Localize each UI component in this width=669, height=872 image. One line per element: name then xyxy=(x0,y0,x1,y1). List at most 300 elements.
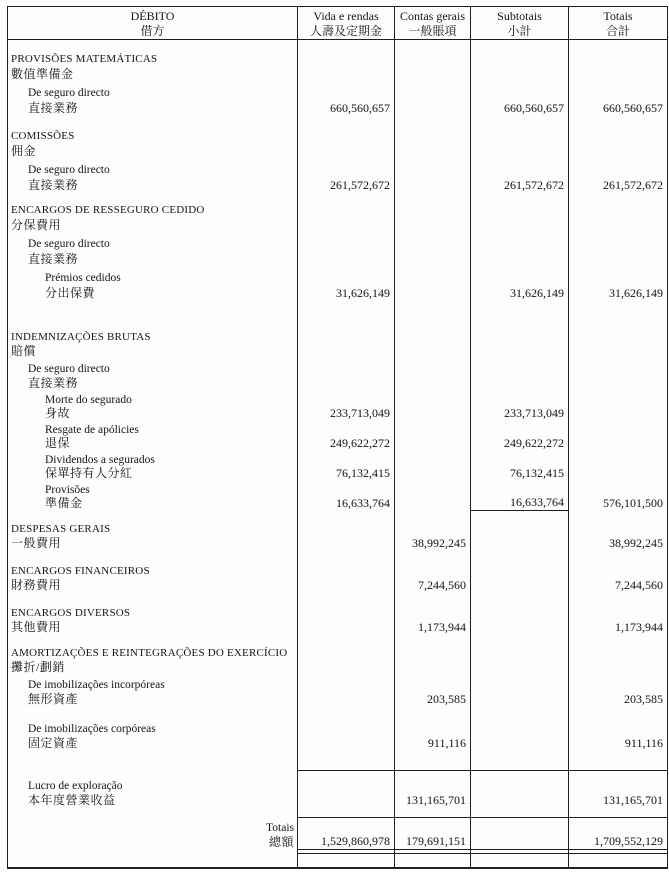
cell-vida-e-rendas xyxy=(297,48,394,65)
cell-subtotais xyxy=(470,561,568,577)
cell-vida-e-rendas xyxy=(297,719,394,735)
cell-totais xyxy=(568,327,667,343)
cell-contas-gerais xyxy=(394,159,470,176)
cell-contas-gerais: 911,116 xyxy=(394,735,470,751)
header-totais xyxy=(568,7,667,39)
row-label: 身故 xyxy=(45,406,71,420)
cell-vida-e-rendas: 660,560,657 xyxy=(297,99,394,116)
cell-totais: 261,572,672 xyxy=(568,176,667,193)
cell-contas-gerais xyxy=(394,511,470,519)
cell-contas-gerais: 179,691,151 xyxy=(394,834,470,850)
cell-contas-gerais xyxy=(394,643,470,659)
cell-totais xyxy=(568,643,667,659)
row-label xyxy=(8,808,297,818)
cell-subtotais xyxy=(470,375,568,391)
cell-contas-gerais xyxy=(394,125,470,142)
cell-contas-gerais xyxy=(394,250,470,267)
row-label: 數值準備金 xyxy=(11,67,74,81)
spacer-row xyxy=(8,301,667,327)
cell-totais xyxy=(568,808,667,818)
cell-subtotais xyxy=(470,735,568,751)
table-row xyxy=(8,199,667,216)
table-row xyxy=(8,561,667,577)
cell-totais xyxy=(568,635,667,643)
cell-vida-e-rendas xyxy=(297,735,394,751)
cell-subtotais xyxy=(470,511,568,519)
cell-subtotais: 660,560,657 xyxy=(470,99,568,116)
table-row xyxy=(8,421,667,436)
table-row xyxy=(8,818,667,834)
row-label: Morte do segurado xyxy=(45,394,132,406)
row-label xyxy=(8,40,297,48)
cell-vida-e-rendas xyxy=(297,421,394,436)
row-label: 保單持有人分紅 xyxy=(45,466,133,480)
cell-subtotais xyxy=(470,792,568,808)
cell-contas-gerais xyxy=(394,267,470,284)
row-label: DESPESAS GERAIS xyxy=(11,523,111,535)
row-label: 財務費用 xyxy=(11,578,62,592)
row-label: De imobilizações incorpóreas xyxy=(28,679,165,691)
cell-contas-gerais xyxy=(394,751,470,771)
spacer-row xyxy=(8,854,667,867)
cell-totais xyxy=(568,116,667,125)
table-row xyxy=(8,48,667,65)
cell-totais xyxy=(568,719,667,735)
table-row xyxy=(8,619,667,635)
cell-subtotais xyxy=(470,603,568,619)
cell-contas-gerais xyxy=(394,808,470,818)
cell-subtotais xyxy=(470,719,568,735)
table-row xyxy=(8,142,667,159)
table-row xyxy=(8,216,667,233)
cell-vida-e-rendas xyxy=(297,301,394,327)
row-label: Provisões xyxy=(45,484,90,496)
cell-totais xyxy=(568,511,667,519)
cell-totais xyxy=(568,481,667,496)
cell-subtotais xyxy=(470,40,568,48)
row-label: Resgate de apólicies xyxy=(45,424,139,436)
cell-contas-gerais xyxy=(394,116,470,125)
cell-vida-e-rendas xyxy=(297,854,394,867)
cell-subtotais xyxy=(470,854,568,867)
row-label: 攤折/劃銷 xyxy=(11,660,65,674)
cell-vida-e-rendas xyxy=(297,451,394,466)
cell-subtotais xyxy=(470,707,568,719)
cell-vida-e-rendas xyxy=(297,659,394,675)
cell-contas-gerais: 203,585 xyxy=(394,691,470,707)
table-row xyxy=(8,481,667,496)
table-row xyxy=(8,719,667,735)
table-row xyxy=(8,327,667,343)
table-row xyxy=(8,343,667,359)
cell-totais: 203,585 xyxy=(568,691,667,707)
table-row xyxy=(8,250,667,267)
cell-contas-gerais xyxy=(394,675,470,691)
cell-totais xyxy=(568,343,667,359)
cell-contas-gerais xyxy=(394,854,470,867)
cell-subtotais xyxy=(470,751,568,771)
header-vida-e-rendas xyxy=(297,7,394,39)
cell-subtotais xyxy=(470,65,568,82)
cell-subtotais xyxy=(470,659,568,675)
table-row xyxy=(8,496,667,511)
cell-vida-e-rendas xyxy=(297,808,394,818)
cell-vida-e-rendas xyxy=(297,643,394,659)
row-label: 總額 xyxy=(268,835,294,849)
cell-subtotais xyxy=(470,327,568,343)
table-row xyxy=(8,233,667,250)
cell-totais xyxy=(568,142,667,159)
table-row xyxy=(8,125,667,142)
table-row xyxy=(8,436,667,451)
cell-totais xyxy=(568,359,667,375)
cell-totais xyxy=(568,707,667,719)
cell-subtotais xyxy=(470,593,568,603)
cell-subtotais xyxy=(470,301,568,327)
cell-totais xyxy=(568,301,667,327)
cell-totais xyxy=(568,519,667,535)
cell-contas-gerais xyxy=(394,359,470,375)
cell-contas-gerais xyxy=(394,818,470,834)
cell-subtotais xyxy=(470,808,568,818)
cell-vida-e-rendas xyxy=(297,343,394,359)
cell-vida-e-rendas xyxy=(297,327,394,343)
cell-subtotais xyxy=(470,834,568,850)
cell-vida-e-rendas xyxy=(297,481,394,496)
cell-subtotais xyxy=(470,691,568,707)
header-subtotais-pt: Subtotais xyxy=(497,9,542,23)
spacer-row xyxy=(8,511,667,519)
table-row xyxy=(8,99,667,116)
spacer-row xyxy=(8,593,667,603)
cell-contas-gerais xyxy=(394,707,470,719)
cell-vida-e-rendas xyxy=(297,142,394,159)
cell-subtotais xyxy=(470,216,568,233)
cell-subtotais xyxy=(470,159,568,176)
cell-vida-e-rendas xyxy=(297,619,394,635)
table-row xyxy=(8,776,667,792)
cell-vida-e-rendas xyxy=(297,551,394,561)
row-label: De seguro directo xyxy=(28,164,110,176)
header-contas-zh: 一般賬項 xyxy=(408,24,457,38)
row-label: INDEMNIZAÇÕES BRUTAS xyxy=(11,331,151,343)
cell-subtotais xyxy=(470,233,568,250)
cell-vida-e-rendas xyxy=(297,675,394,691)
table-header xyxy=(8,7,667,40)
cell-contas-gerais xyxy=(394,284,470,301)
cell-vida-e-rendas xyxy=(297,603,394,619)
cell-vida-e-rendas xyxy=(297,159,394,176)
cell-totais xyxy=(568,375,667,391)
cell-subtotais xyxy=(470,481,568,496)
row-label: 直接業務 xyxy=(28,376,79,390)
cell-totais: 7,244,560 xyxy=(568,577,667,593)
cell-subtotais xyxy=(470,675,568,691)
cell-contas-gerais xyxy=(394,593,470,603)
cell-contas-gerais xyxy=(394,466,470,481)
row-label: ENCARGOS DIVERSOS xyxy=(11,607,131,619)
row-label: 直接業務 xyxy=(28,101,79,115)
table-row xyxy=(8,675,667,691)
cell-contas-gerais xyxy=(394,421,470,436)
cell-contas-gerais xyxy=(394,375,470,391)
table-row xyxy=(8,834,667,850)
cell-vida-e-rendas xyxy=(297,199,394,216)
cell-subtotais xyxy=(470,619,568,635)
cell-vida-e-rendas xyxy=(297,267,394,284)
row-label: 分出保費 xyxy=(45,286,96,300)
cell-totais xyxy=(568,659,667,675)
cell-contas-gerais xyxy=(394,82,470,99)
cell-totais: 1,173,944 xyxy=(568,619,667,635)
row-label: 準備金 xyxy=(45,496,83,510)
spacer-row xyxy=(8,707,667,719)
cell-totais xyxy=(568,267,667,284)
cell-subtotais xyxy=(470,359,568,375)
cell-totais xyxy=(568,250,667,267)
cell-vida-e-rendas: 261,572,672 xyxy=(297,176,394,193)
cell-contas-gerais xyxy=(394,436,470,451)
cell-contas-gerais xyxy=(394,233,470,250)
row-label: 退保 xyxy=(45,436,71,450)
cell-contas-gerais xyxy=(394,719,470,735)
cell-vida-e-rendas xyxy=(297,250,394,267)
table-row xyxy=(8,159,667,176)
cell-contas-gerais xyxy=(394,659,470,675)
cell-contas-gerais xyxy=(394,481,470,496)
cell-contas-gerais xyxy=(394,99,470,116)
cell-vida-e-rendas xyxy=(297,691,394,707)
cell-subtotais xyxy=(470,267,568,284)
cell-vida-e-rendas: 249,622,272 xyxy=(297,436,394,451)
spacer-row xyxy=(8,808,667,818)
cell-subtotais xyxy=(470,125,568,142)
cell-subtotais: 261,572,672 xyxy=(470,176,568,193)
cell-totais xyxy=(568,40,667,48)
row-label: 賠償 xyxy=(11,344,37,358)
row-label xyxy=(8,116,297,125)
table-row xyxy=(8,577,667,593)
cell-contas-gerais xyxy=(394,635,470,643)
cell-subtotais xyxy=(470,551,568,561)
cell-subtotais: 76,132,415 xyxy=(470,466,568,481)
header-totais-pt: Totais xyxy=(603,9,633,23)
cell-subtotais xyxy=(470,635,568,643)
spacer-row xyxy=(8,40,667,48)
row-label: 直接業務 xyxy=(28,178,79,192)
cell-vida-e-rendas: 1,529,860,978 xyxy=(297,834,394,850)
table-row xyxy=(8,451,667,466)
table-row xyxy=(8,659,667,675)
cell-vida-e-rendas xyxy=(297,125,394,142)
cell-totais xyxy=(568,421,667,436)
cell-totais xyxy=(568,818,667,834)
table-row xyxy=(8,359,667,375)
cell-contas-gerais xyxy=(394,48,470,65)
cell-vida-e-rendas xyxy=(297,535,394,551)
cell-contas-gerais xyxy=(394,343,470,359)
cell-vida-e-rendas xyxy=(297,391,394,406)
table-body xyxy=(8,40,667,867)
cell-contas-gerais xyxy=(394,216,470,233)
cell-vida-e-rendas xyxy=(297,359,394,375)
cell-contas-gerais xyxy=(394,451,470,466)
cell-contas-gerais: 131,165,701 xyxy=(394,792,470,808)
table-row xyxy=(8,176,667,193)
cell-subtotais: 31,626,149 xyxy=(470,284,568,301)
row-label: De seguro directo xyxy=(28,87,110,99)
cell-subtotais: 249,622,272 xyxy=(470,436,568,451)
cell-totais xyxy=(568,48,667,65)
row-label: 本年度營業收益 xyxy=(28,793,116,807)
row-label xyxy=(8,635,297,643)
cell-totais: 576,101,500 xyxy=(568,496,667,511)
cell-totais: 131,165,701 xyxy=(568,792,667,808)
row-label xyxy=(8,707,297,719)
spacer-row xyxy=(8,635,667,643)
table-row xyxy=(8,519,667,535)
row-label: 直接業務 xyxy=(28,252,79,266)
cell-subtotais xyxy=(470,577,568,593)
cell-totais xyxy=(568,854,667,867)
cell-vida-e-rendas xyxy=(297,776,394,792)
cell-subtotais xyxy=(470,421,568,436)
row-label xyxy=(8,511,297,519)
cell-contas-gerais: 38,992,245 xyxy=(394,535,470,551)
cell-totais xyxy=(568,675,667,691)
table-row xyxy=(8,691,667,707)
cell-contas-gerais xyxy=(394,776,470,792)
row-label: PROVISÕES MATEMÁTICAS xyxy=(11,53,158,65)
cell-contas-gerais xyxy=(394,561,470,577)
cell-subtotais xyxy=(470,451,568,466)
cell-contas-gerais xyxy=(394,199,470,216)
row-label: Lucro de exploração xyxy=(28,780,123,792)
cell-contas-gerais xyxy=(394,406,470,421)
table-row xyxy=(8,82,667,99)
row-label: 其他費用 xyxy=(11,620,62,634)
cell-subtotais xyxy=(470,199,568,216)
cell-totais xyxy=(568,551,667,561)
cell-contas-gerais xyxy=(394,603,470,619)
cell-vida-e-rendas xyxy=(297,65,394,82)
cell-totais xyxy=(568,233,667,250)
cell-totais xyxy=(568,776,667,792)
cell-subtotais xyxy=(470,818,568,834)
header-totais-zh: 合計 xyxy=(605,24,630,38)
cell-vida-e-rendas xyxy=(297,40,394,48)
cell-subtotais xyxy=(470,116,568,125)
cell-vida-e-rendas xyxy=(297,577,394,593)
header-debito xyxy=(8,7,297,39)
header-contas-pt: Contas gerais xyxy=(400,9,465,23)
cell-contas-gerais xyxy=(394,551,470,561)
row-label: 固定資產 xyxy=(28,736,79,750)
row-label xyxy=(8,751,297,771)
cell-vida-e-rendas xyxy=(297,707,394,719)
cell-totais xyxy=(568,751,667,771)
table-row xyxy=(8,535,667,551)
row-label: COMISSÕES xyxy=(11,130,75,142)
debit-accounts-table xyxy=(7,6,668,869)
header-subtotais-zh: 小計 xyxy=(507,24,532,38)
cell-contas-gerais xyxy=(394,391,470,406)
cell-vida-e-rendas xyxy=(297,818,394,834)
row-label: 分保費用 xyxy=(11,218,62,232)
table-row xyxy=(8,391,667,406)
cell-vida-e-rendas xyxy=(297,511,394,519)
cell-totais: 1,709,552,129 xyxy=(568,834,667,850)
table-row xyxy=(8,284,667,301)
cell-vida-e-rendas xyxy=(297,635,394,643)
cell-vida-e-rendas xyxy=(297,82,394,99)
cell-subtotais xyxy=(470,535,568,551)
cell-contas-gerais xyxy=(394,176,470,193)
spacer-row xyxy=(8,116,667,125)
table-row xyxy=(8,792,667,808)
cell-totais: 38,992,245 xyxy=(568,535,667,551)
cell-subtotais xyxy=(470,776,568,792)
header-contas-gerais xyxy=(394,7,470,39)
cell-vida-e-rendas xyxy=(297,216,394,233)
cell-vida-e-rendas xyxy=(297,375,394,391)
cell-vida-e-rendas: 76,132,415 xyxy=(297,466,394,481)
cell-totais xyxy=(568,451,667,466)
row-label: De seguro directo xyxy=(28,363,110,375)
cell-vida-e-rendas xyxy=(297,233,394,250)
cell-totais xyxy=(568,593,667,603)
table-row xyxy=(8,603,667,619)
table-row xyxy=(8,466,667,481)
cell-vida-e-rendas xyxy=(297,116,394,125)
cell-totais xyxy=(568,159,667,176)
cell-totais xyxy=(568,406,667,421)
cell-totais xyxy=(568,65,667,82)
cell-subtotais xyxy=(470,250,568,267)
cell-totais: 911,116 xyxy=(568,735,667,751)
cell-contas-gerais xyxy=(394,519,470,535)
cell-vida-e-rendas xyxy=(297,519,394,535)
cell-vida-e-rendas: 16,633,764 xyxy=(297,496,394,511)
row-label: 一般費用 xyxy=(11,536,62,550)
row-label xyxy=(8,593,297,603)
cell-totais xyxy=(568,603,667,619)
cell-contas-gerais: 1,173,944 xyxy=(394,619,470,635)
header-debito-pt: DÉBITO xyxy=(130,9,175,23)
cell-contas-gerais xyxy=(394,40,470,48)
row-label: Prémios cedidos xyxy=(45,272,121,284)
table-row xyxy=(8,375,667,391)
cell-totais xyxy=(568,436,667,451)
table-row xyxy=(8,65,667,82)
cell-totais xyxy=(568,466,667,481)
row-label: Dividendos a segurados xyxy=(45,454,155,466)
cell-contas-gerais xyxy=(394,65,470,82)
cell-contas-gerais xyxy=(394,327,470,343)
cell-totais xyxy=(568,216,667,233)
spacer-row xyxy=(8,551,667,561)
cell-subtotais xyxy=(470,82,568,99)
cell-totais xyxy=(568,391,667,406)
row-label xyxy=(8,854,297,867)
cell-vida-e-rendas: 233,713,049 xyxy=(297,406,394,421)
cell-subtotais: 233,713,049 xyxy=(470,406,568,421)
cell-contas-gerais xyxy=(394,142,470,159)
cell-totais xyxy=(568,199,667,216)
cell-subtotais xyxy=(470,343,568,359)
table-row xyxy=(8,406,667,421)
row-label: ENCARGOS FINANCEIROS xyxy=(11,565,150,577)
